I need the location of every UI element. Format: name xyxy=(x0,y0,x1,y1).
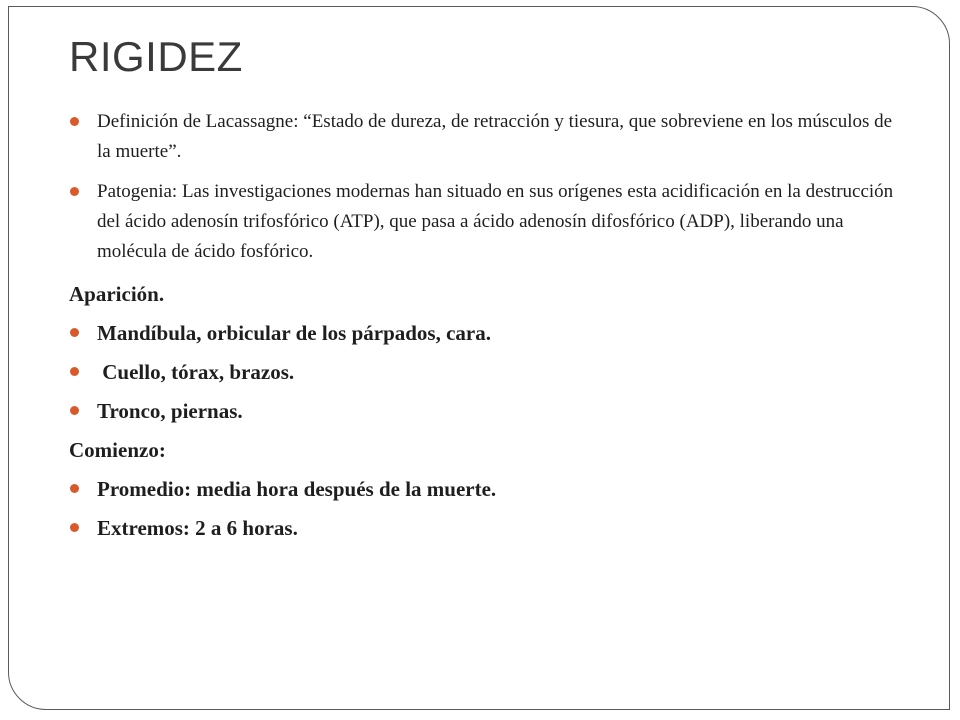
definition-bullet: Definición de Lacassagne: “Estado de dureza, de retracción y tiesura, que sobreviene en los músculos de la muerte”. xyxy=(69,107,909,167)
pathogenesis-bullet: Patogenia: Las investigaciones modernas han situado en sus orígenes esta acidificación en la destrucción del ácido adenosín trifosfórico (ATP), que pasa a ácido adenosín difosfórico (ADP), liberando una molécula de ácido fosfórico. xyxy=(69,177,909,267)
appearance-item-jaw: Mandíbula, orbicular de los párpados, cara. xyxy=(69,316,909,350)
appearance-heading: Aparición. xyxy=(69,282,165,306)
onset-heading: Comienzo: xyxy=(69,438,166,462)
onset-item-average: Promedio: media hora después de la muerte. xyxy=(69,472,909,506)
appearance-item-neck: Cuello, tórax, brazos. xyxy=(69,355,909,389)
appearance-item-trunk: Tronco, piernas. xyxy=(69,394,909,428)
slide-frame xyxy=(8,6,950,710)
slide-title: RIGIDEZ xyxy=(69,33,243,80)
onset-item-extremes: Extremos: 2 a 6 horas. xyxy=(69,511,909,545)
slide-content xyxy=(69,107,909,550)
